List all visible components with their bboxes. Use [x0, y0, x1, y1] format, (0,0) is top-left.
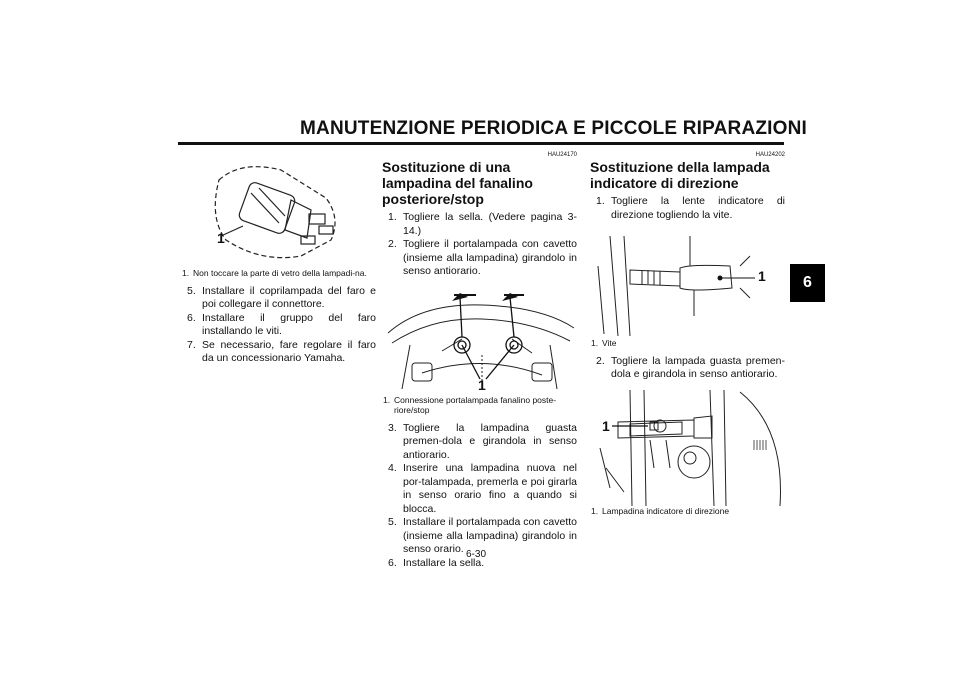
list-item — [382, 422, 577, 463]
steps-list — [382, 211, 577, 279]
step-number: 1. — [596, 195, 605, 207]
turn-signal-screw-illustration — [590, 226, 785, 338]
caption-number: 1. — [383, 394, 391, 405]
caption-number: 1. — [591, 505, 599, 516]
list-item — [382, 211, 577, 238]
column-turn-signal — [590, 148, 785, 516]
column-headlight — [181, 148, 376, 366]
steps-list — [590, 355, 785, 382]
headlight-bulb-illustration — [181, 148, 376, 268]
step-number: 3. — [388, 421, 397, 434]
caption-text: Connessione portalampada fanalino poste-riore/stop — [394, 394, 557, 415]
figure-callout-1: 1 — [602, 417, 610, 434]
list-item — [181, 339, 376, 366]
step-number: 2. — [596, 354, 605, 367]
headlight-bulb-figure — [181, 148, 376, 268]
step-text: Installare il gruppo del faro installando le viti. — [202, 311, 376, 337]
page-number: 6-30 — [466, 549, 487, 560]
column-taillight — [382, 148, 577, 570]
caption-number: 1. — [182, 268, 190, 278]
steps-list — [382, 422, 577, 571]
steps-list — [590, 195, 785, 222]
header-rule — [178, 142, 784, 145]
step-text: Togliere la lampada guasta premen-dola e girandola in senso antiorario. — [611, 354, 785, 380]
step-number: 7. — [187, 338, 196, 351]
taillight-figure — [382, 283, 577, 395]
caption-text: Lampadina indicatore di direzione — [602, 505, 730, 516]
step-number: 6. — [187, 311, 196, 324]
section-heading: Sostituzione della lampada indicatore di direzione — [590, 159, 770, 191]
caption-text: Non toccare la parte di vetro della lampadi-na. — [193, 268, 367, 278]
step-text: Se necessario, fare regolare il faro da un concessionario Yamaha. — [202, 338, 376, 364]
figure-caption — [590, 338, 785, 349]
caption-text: Vite — [602, 338, 617, 348]
step-number: 5. — [388, 516, 397, 528]
figure-caption — [590, 506, 785, 517]
list-item — [181, 312, 376, 339]
figure-callout-1: 1 — [758, 268, 766, 284]
steps-list — [181, 285, 376, 366]
step-text: Togliere la lampadina guasta premen-dola e girandola in senso antiorario. — [403, 421, 577, 461]
step-text: Togliere il portalampada con cavetto (insieme alla lampadina) girandolo in senso antiorario. — [403, 238, 577, 277]
turn-signal-screw-figure — [590, 226, 785, 338]
step-number: 1. — [388, 211, 397, 223]
list-item — [181, 285, 376, 312]
list-item — [590, 195, 785, 222]
step-number: 4. — [388, 462, 397, 474]
step-number: 5. — [187, 284, 196, 297]
figure-caption — [382, 395, 577, 416]
caption-number: 1. — [591, 338, 599, 348]
turn-signal-bulb-illustration — [590, 388, 785, 506]
list-item — [382, 462, 577, 516]
figure-callout-1: 1 — [478, 376, 486, 393]
step-text: Installare il portalampada con cavetto (insieme alla lampadina) girandolo in senso orario. — [403, 516, 577, 555]
chapter-tab: 6 — [790, 264, 825, 302]
turn-signal-bulb-figure — [590, 388, 785, 506]
step-text: Togliere la sella. (Vedere pagina 3-14.) — [403, 211, 577, 237]
step-text: Installare la sella. — [403, 556, 485, 569]
list-item — [382, 238, 577, 279]
figure-caption — [181, 268, 376, 279]
section-code: HAU24202 — [755, 152, 785, 158]
step-number: 2. — [388, 238, 397, 250]
step-text: Installare il coprilampada del faro e poi collegare il connettore. — [202, 284, 376, 310]
step-number: 6. — [388, 556, 397, 569]
page-header-title: MANUTENZIONE PERIODICA E PICCOLE RIPARAZIONI — [300, 118, 808, 139]
list-item — [590, 355, 785, 382]
step-text: Togliere la lente indicatore di direzione togliendo la vite. — [611, 195, 785, 221]
section-code: HAU24170 — [547, 152, 577, 158]
step-text: Inserire una lampadina nuova nel por-talampada, premerla e poi girarla in senso orario fino a quando si blocca. — [403, 462, 577, 515]
section-heading: Sostituzione di una lampadina del fanalino posteriore/stop — [382, 159, 533, 207]
figure-callout-1: 1 — [217, 230, 225, 246]
